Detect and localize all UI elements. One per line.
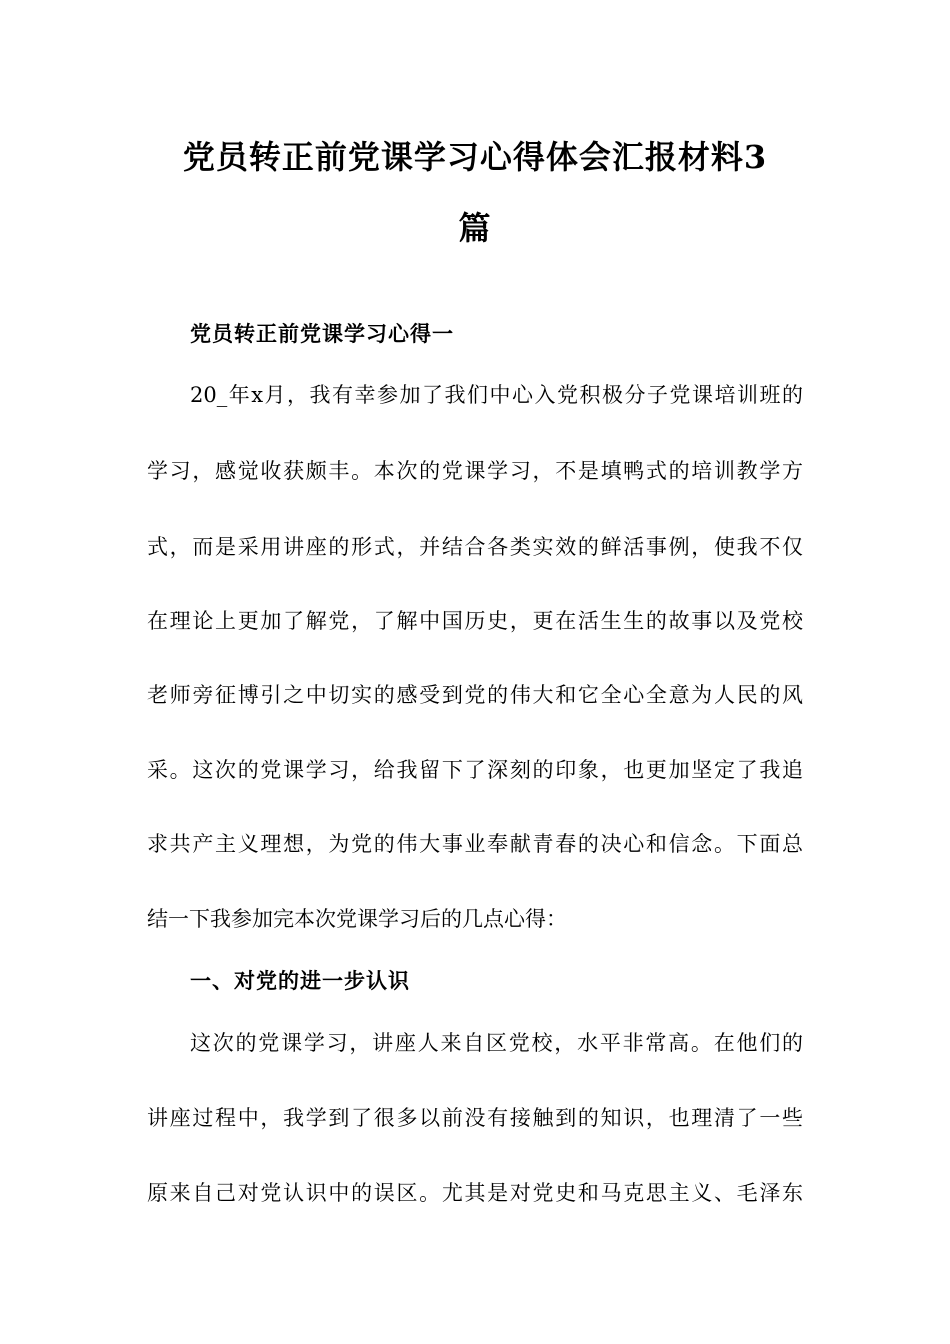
subheading-1: 一、对党的进一步认识 xyxy=(190,969,410,993)
paragraph-1-line-7: 求共产主义理想，为党的伟大事业奉献青春的决心和信念。下面总 xyxy=(147,832,803,856)
paragraph-1-line-4: 在理论上更加了解党，了解中国历史，更在活生生的故事以及党校 xyxy=(147,609,803,633)
paragraph-2-line-3: 原来自己对党认识中的误区。尤其是对党史和马克思主义、毛泽东 xyxy=(147,1181,803,1205)
paragraph-1-line-6: 采。这次的党课学习，给我留下了深刻的印象，也更加坚定了我追 xyxy=(147,758,803,782)
paragraph-2-line-1: 这次的党课学习，讲座人来自区党校，水平非常高。在他们的 xyxy=(190,1031,803,1055)
paragraph-2-line-2: 讲座过程中，我学到了很多以前没有接触到的知识，也理清了一些 xyxy=(147,1106,803,1130)
paragraph-1-line-5: 老师旁征博引之中切实的感受到党的伟大和它全心全意为人民的风 xyxy=(147,683,803,707)
paragraph-1-line-8: 结一下我参加完本次党课学习后的几点心得： xyxy=(147,907,567,931)
document-title-line-2: 篇 xyxy=(458,209,492,247)
paragraph-1-line-3: 式，而是采用讲座的形式，并结合各类实效的鲜活事例，使我不仅 xyxy=(147,535,803,559)
paragraph-1-line-2: 学习，感觉收获颇丰。本次的党课学习，不是填鸭式的培训教学方 xyxy=(147,459,803,483)
section-heading: 党员转正前党课学习心得一 xyxy=(190,322,454,346)
paragraph-1-line-1: 20_年x月，我有幸参加了我们中心入党积极分子党课培训班的 xyxy=(190,383,803,407)
document-title-line-1: 党员转正前党课学习心得体会汇报材料3 xyxy=(182,138,768,176)
